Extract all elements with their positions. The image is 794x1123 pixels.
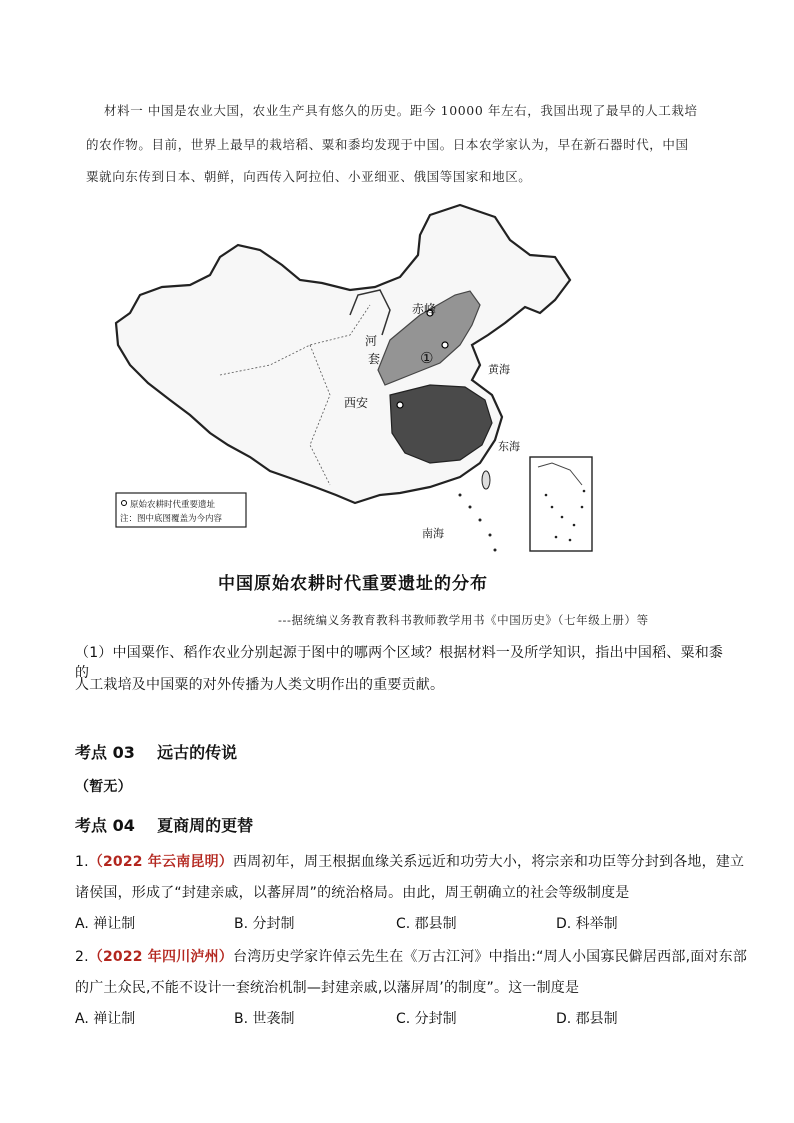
q2-option-d[interactable]: D. 郡县制	[556, 1011, 618, 1027]
section-03-title: 考点 03 远古的传说	[75, 743, 238, 762]
label-nanhai: 南海	[422, 527, 444, 540]
q1-option-a[interactable]: A. 禅让制	[75, 916, 136, 932]
label-donghai: 东海	[498, 440, 520, 453]
question-1-line-2: 人工栽培及中国粟的对外传播为人类文明作出的重要贡献。	[75, 677, 445, 693]
section-04-title: 考点 04 夏商周的更替	[75, 816, 254, 835]
source-line: ---据统编义务教育教科书教师教学用书《中国历史》（七年级上册）等	[278, 613, 649, 627]
china-outline	[116, 205, 570, 503]
material-line-3: 粟就向东传到日本、朝鲜，向西传入阿拉伯、小亚细亚、俄国等国家和地区。	[86, 169, 532, 184]
china-map	[100, 195, 600, 565]
q1-line-2: 诸侯国，形成了“封建亲戚，以蕃屏周”的统治格局。由此，周王朝确立的社会等级制度是	[75, 885, 630, 901]
material-line-1: 材料一 中国是农业大国，农业生产具有悠久的历史。距今 10000 年左右，我国出现了最早的人工栽培	[104, 103, 698, 118]
legend-note: 注：图中底图覆盖为今内容	[120, 514, 223, 524]
label-huanghai: 黄海	[488, 363, 510, 376]
q1-option-c[interactable]: C. 郡县制	[396, 916, 457, 932]
legend-site: 原始农耕时代重要遗址	[130, 500, 216, 510]
q2-source: （2022 年四川泸州）	[88, 949, 234, 965]
label-xian: 西安	[344, 396, 369, 410]
q2-text-1: 台湾历史学家许倬云先生在《万古江河》中指出:“周人小国寡民僻居西部,面对东部	[233, 949, 748, 965]
q1-option-d[interactable]: D. 科举制	[556, 916, 618, 932]
q2-option-b[interactable]: B. 世袭制	[234, 1011, 295, 1027]
section-03-note: （暂无）	[75, 779, 132, 795]
label-chifeng: 赤峰	[412, 302, 437, 316]
map-title: 中国原始农耕时代重要遗址的分布	[218, 574, 488, 594]
q2-number: 2.	[75, 949, 89, 965]
q2-option-c[interactable]: C. 分封制	[396, 1011, 457, 1027]
q1-option-b[interactable]: B. 分封制	[234, 916, 295, 932]
material-line-2: 的农作物。目前，世界上最早的栽培稻、粟和黍均发现于中国。日本农学家认为，早在新石器时代，中国	[86, 137, 689, 152]
q2-line-1	[75, 946, 755, 966]
label-region-1: ①	[420, 349, 434, 367]
q1-source: （2022 年云南昆明）	[88, 854, 234, 870]
q1-line-1	[75, 851, 745, 871]
label-hetao2: 套	[368, 352, 381, 366]
south-sea-inset	[530, 457, 592, 551]
label-hetao: 河	[365, 334, 378, 348]
question-1-line-1: （1）中国粟作、稻作农业分别起源于图中的哪两个区域？根据材料一及所学知识，指出中国稻、粟和黍的	[75, 645, 724, 681]
q2-line-2: 的广土众民,不能不设计一套统治机制—封建亲戚,以藩屏周’的制度”。这一制度是	[75, 980, 580, 996]
q1-number: 1.	[75, 854, 89, 870]
q2-option-a[interactable]: A. 禅让制	[75, 1011, 136, 1027]
q1-text-1: 西周初年，周王根据血缘关系远近和功劳大小，将宗亲和功臣等分封到各地，建立	[233, 854, 745, 870]
